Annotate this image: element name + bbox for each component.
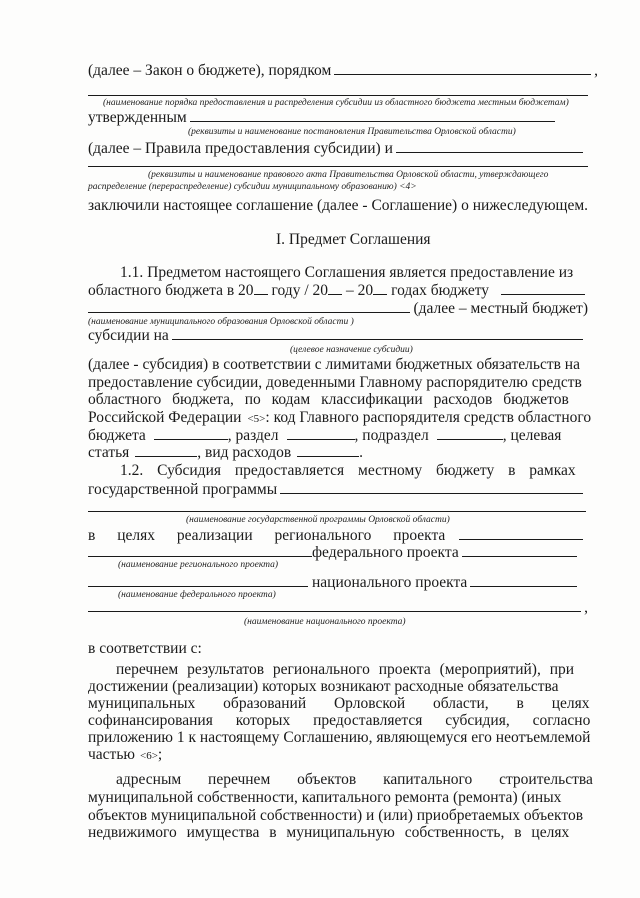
- text: (далее – Правила предоставления субсидии) и: [88, 140, 393, 157]
- text-line: [88, 443, 363, 462]
- text: федерального проекта: [312, 544, 459, 561]
- text: в соответствии с:: [88, 640, 202, 657]
- text: , подраздел: [354, 427, 429, 444]
- footnote-ref: <6>: [139, 750, 158, 762]
- text: недвижимого имущества в муниципальную собственность, в целях: [88, 824, 570, 841]
- text: муниципальных образований Орловской области, в целях: [88, 695, 590, 712]
- text: ,: [594, 62, 598, 79]
- blank-field: [154, 426, 228, 440]
- text-line: [88, 480, 586, 499]
- text: частью: [88, 746, 135, 763]
- text-line: [88, 281, 588, 300]
- text-line: [88, 695, 590, 713]
- text: Российской Федерации: [88, 409, 242, 426]
- text: – 20: [346, 282, 374, 299]
- blank-field: [462, 543, 577, 557]
- text: государственной программы: [88, 481, 278, 498]
- text: перечнем результатов регионального проекта (мероприятий), при: [116, 661, 575, 678]
- text: предоставление субсидии, доведенными Главному распорядителю средств: [88, 374, 582, 391]
- caption: распределение (перераспределение) субсидии муниципальному образованию) <4>: [88, 182, 417, 192]
- footnote-ref: <5>: [247, 413, 266, 425]
- text: ,: [584, 599, 588, 616]
- caption: (наименование федерального проекта): [118, 590, 276, 600]
- text: объектов муниципальной собственности) и (или) приобретаемых объектов: [88, 807, 584, 824]
- blank-field: [373, 281, 387, 295]
- text: ;: [157, 746, 163, 763]
- text: .: [359, 444, 364, 461]
- section-title: I. Предмет Соглашения: [276, 231, 431, 248]
- text: году / 20: [271, 282, 328, 299]
- text: адресным перечнем объектов капитального строительства: [116, 771, 593, 788]
- caption: (наименование государственной программы Орловской области): [186, 515, 450, 525]
- text: статья: [88, 444, 130, 461]
- caption: (наименование национального проекта): [244, 617, 406, 627]
- text: в целях реализации регионального проекта: [88, 527, 446, 544]
- text-line: [88, 746, 162, 765]
- blank-field: [135, 443, 197, 457]
- text-line: [88, 712, 590, 730]
- text-line: [116, 771, 593, 789]
- text: бюджета: [88, 427, 146, 444]
- blank-field: [328, 281, 342, 295]
- caption: (наименование регионального проекта): [118, 560, 279, 570]
- caption: (наименование муниципального образования Орловской области ): [88, 317, 354, 327]
- blank-field: [280, 480, 583, 494]
- blank-field: [437, 426, 503, 440]
- blank-field: [334, 61, 591, 75]
- text-line: [88, 729, 590, 747]
- blank-field: [459, 526, 583, 540]
- text-line: [88, 789, 561, 807]
- text-line: [88, 61, 598, 80]
- text-line: [88, 678, 559, 696]
- blank-field: [470, 573, 577, 587]
- text: софинансирования которых предоставляется субсидия, согласно: [88, 712, 591, 729]
- blank-field: [172, 326, 583, 340]
- text-line: [88, 824, 569, 842]
- text-line: [88, 640, 202, 658]
- text-line: [88, 299, 588, 318]
- blank-field: [254, 281, 268, 295]
- text: , раздел: [227, 427, 279, 444]
- text: субсидии на: [88, 327, 169, 344]
- text: 1.2. Субсидия предоставляется местному бюджету в рамках: [120, 462, 576, 479]
- text-line: [116, 661, 574, 679]
- text: : код Главного распорядителя средств областного: [265, 409, 592, 426]
- text-line: [88, 108, 558, 127]
- text: муниципальной собственности, капитального ремонта (ремонта) (иных: [88, 789, 562, 806]
- text: достижении (реализации) которых возникают расходные обязательства: [88, 678, 559, 695]
- text: (далее – Закон о бюджете), порядком: [88, 62, 332, 79]
- text-line: [88, 374, 588, 392]
- blank-field: [396, 139, 583, 153]
- text-line: [88, 598, 588, 617]
- text: , вид расходов: [197, 444, 292, 461]
- text: национального проекта: [312, 574, 468, 591]
- text-line: [88, 197, 588, 215]
- blank-field: [297, 443, 359, 457]
- text-line: [88, 356, 588, 374]
- blank-field: [190, 108, 555, 122]
- caption: (реквизиты и наименование правового акта Правительства Орловской области, утверждающего: [148, 170, 549, 180]
- caption: (реквизиты и наименование постановления Правительства Орловской области): [188, 127, 516, 137]
- blank-field: [501, 281, 585, 295]
- text: заключили настоящее соглашение (далее - Соглашение) о нижеследующем.: [88, 197, 589, 214]
- blank-field: [88, 598, 581, 612]
- text: (далее - субсидия) в соответствии с лимитами бюджетных обязательств на: [88, 356, 580, 373]
- blank-field: [287, 426, 355, 440]
- text: областного бюджета, по кодам классификации расходов бюджетов: [88, 391, 569, 408]
- blank-field: [88, 299, 410, 313]
- text: 1.1. Предметом настоящего Соглашения является предоставление из: [120, 264, 574, 281]
- blank-field: [88, 573, 308, 587]
- blank-field: [88, 543, 312, 557]
- underline: [88, 511, 586, 512]
- text-line: [88, 391, 588, 409]
- caption: (наименование порядка предоставления и распределения субсидии из областного бюджета местным бюджетам): [103, 98, 569, 108]
- text: , целевая: [502, 427, 562, 444]
- text-line: [120, 462, 576, 480]
- text-line: [88, 807, 583, 825]
- text: годах бюджету: [391, 282, 490, 299]
- text: областного бюджета в 20: [88, 282, 254, 299]
- text-line: [120, 264, 573, 282]
- underline: [88, 166, 588, 167]
- text: утвержденным: [88, 109, 187, 126]
- text-line: [88, 139, 586, 158]
- caption: (целевое назначение субсидии): [290, 345, 413, 355]
- text: (далее – местный бюджет): [413, 300, 588, 317]
- underline: [88, 95, 588, 96]
- text-line: [88, 326, 586, 345]
- text: приложению 1 к настоящему Соглашению, являющемуся его неотъемлемой: [88, 729, 591, 746]
